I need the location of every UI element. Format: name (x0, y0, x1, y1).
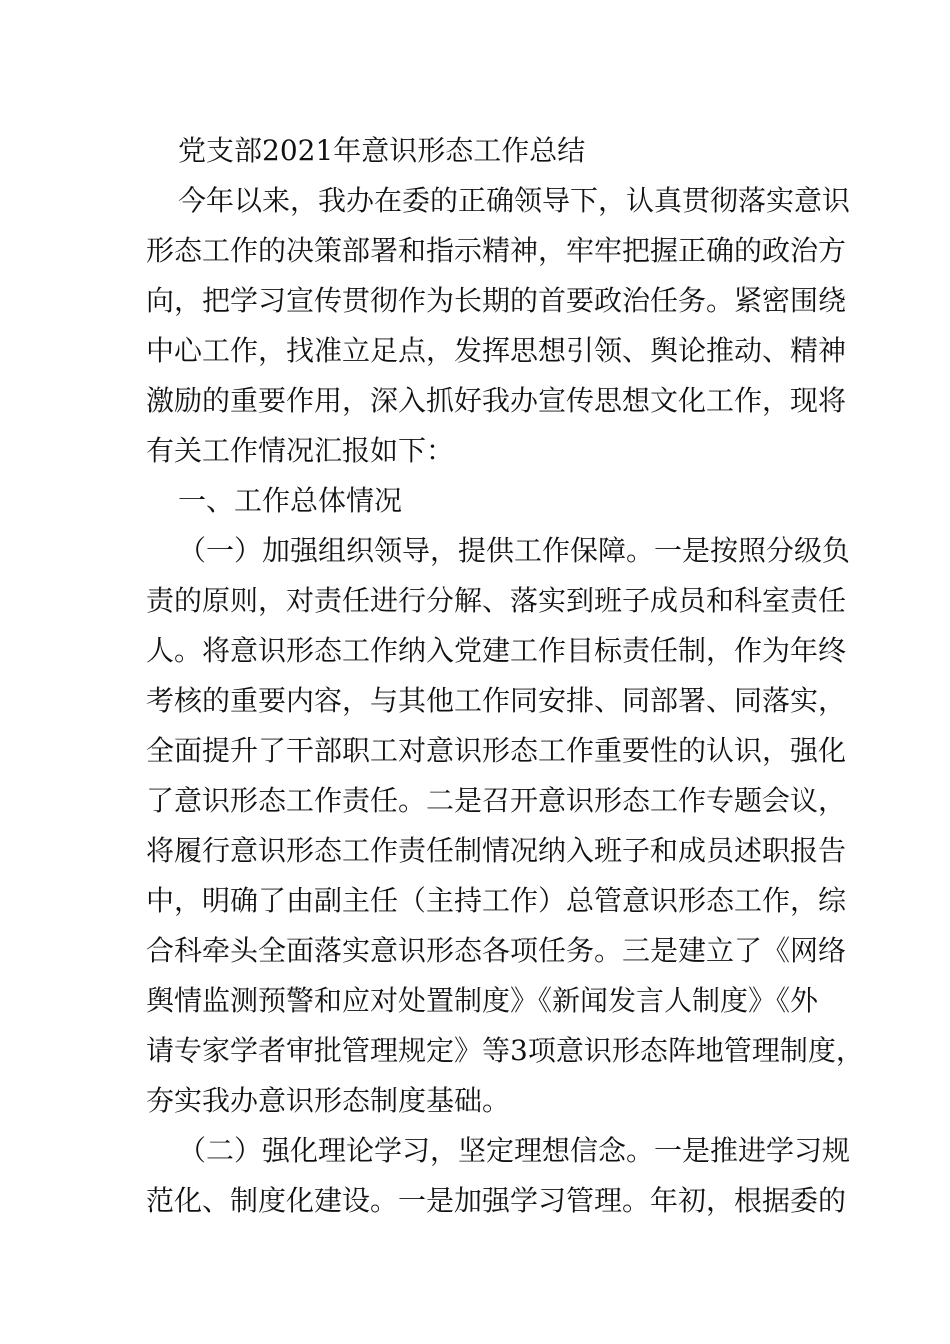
paragraph-line: 责的原则，对责任进行分解、落实到班子成员和科室责任 (146, 584, 847, 617)
paragraph-line: 中心工作，找准立足点，发挥思想引领、舆论推动、精神 (146, 334, 847, 367)
section-heading: 一、工作总体情况 (178, 484, 403, 517)
paragraph-line: 激励的重要作用，深入抓好我办宣传思想文化工作，现将 (146, 384, 847, 417)
paragraph-line: 向，把学习宣传贯彻作为长期的首要政治任务。紧密围绕 (146, 284, 847, 317)
paragraph-line: 考核的重要内容，与其他工作同安排、同部署、同落实， (146, 684, 847, 717)
paragraph-line: 中，明确了由副主任（主持工作）总管意识形态工作，综 (146, 884, 847, 917)
paragraph-line: 全面提升了干部职工对意识形态工作重要性的认识，强化 (146, 734, 847, 767)
paragraph-line: 有关工作情况汇报如下： (146, 434, 455, 467)
paragraph-line: 合科牵头全面落实意识形态各项任务。三是建立了《网络 (146, 934, 847, 967)
paragraph-line: 夯实我办意识形态制度基础。 (146, 1084, 511, 1117)
paragraph-line: 了意识形态工作责任。二是召开意识形态工作专题会议， (146, 784, 847, 817)
paragraph-line: 舆情监测预警和应对处置制度》《新闻发言人制度》《外 (146, 984, 819, 1017)
paragraph-line: 形态工作的决策部署和指示精神，牢牢把握正确的政治方 (146, 234, 847, 267)
paragraph-line: （一）加强组织领导，提供工作保障。一是按照分级负 (178, 534, 851, 567)
paragraph-line: 将履行意识形态工作责任制情况纳入班子和成员述职报告 (146, 834, 847, 867)
paragraph-line: （二）强化理论学习，坚定理想信念。一是推进学习规 (178, 1134, 851, 1167)
paragraph-line: 人。将意识形态工作纳入党建工作目标责任制，作为年终 (146, 634, 847, 667)
paragraph-line: 范化、制度化建设。一是加强学习管理。年初，根据委的 (146, 1184, 847, 1217)
paragraph-line: 请专家学者审批管理规定》等3项意识形态阵地管理制度， (146, 1034, 864, 1067)
document-title: 党支部2021年意识形态工作总结 (178, 134, 586, 167)
paragraph-line: 今年以来，我办在委的正确领导下，认真贯彻落实意识 (178, 184, 851, 217)
